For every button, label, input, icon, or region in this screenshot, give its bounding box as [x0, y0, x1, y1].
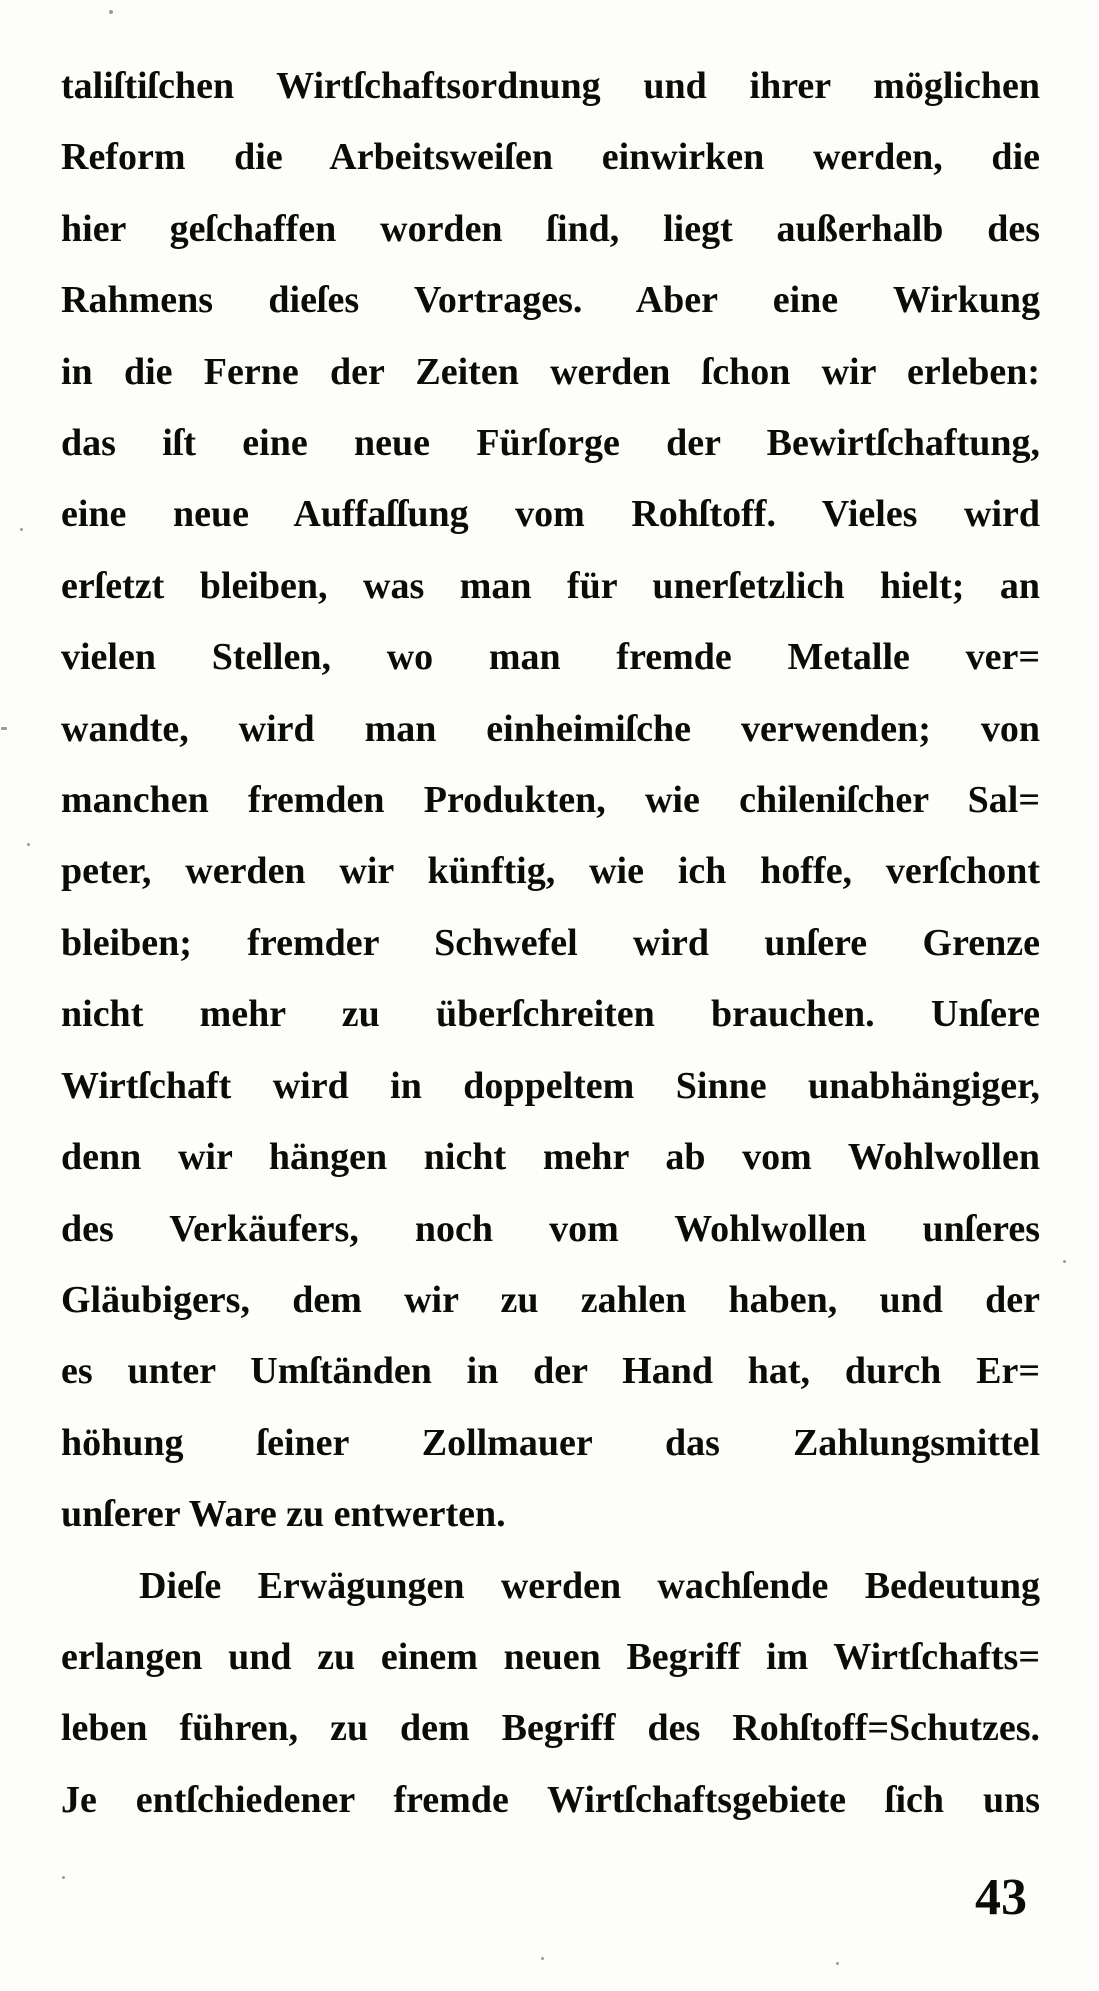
text-line: Dieſe Erwägungen werden wachſende Bedeutung	[139, 1564, 1040, 1607]
scan-speck	[541, 1957, 544, 1960]
body-text	[61, 51, 1040, 1836]
scan-speck	[1063, 1260, 1066, 1263]
text-line: höhung ſeiner Zollmauer das Zahlungsmittel	[61, 1421, 1040, 1464]
text-line: peter, werden wir künftig, wie ich hoffe, verſchont	[61, 850, 1040, 893]
text-line: hier geſchaffen worden ſind, liegt außerhalb des	[61, 207, 1040, 250]
paragraph-2	[61, 1551, 1040, 1837]
scan-speck	[109, 10, 113, 14]
page-number: 43	[975, 1869, 1027, 1926]
scan-speck	[62, 1876, 65, 1879]
text-line: wandte, wird man einheimiſche verwenden; von	[61, 707, 1040, 750]
scan-speck	[20, 528, 23, 531]
scan-speck	[27, 843, 30, 846]
scan-speck	[1, 727, 7, 730]
text-line: erſetzt bleiben, was man für unerſetzlich hielt; an	[61, 564, 1040, 607]
text-line: Gläubigers, dem wir zu zahlen haben, und der	[61, 1278, 1040, 1321]
text-line: denn wir hängen nicht mehr ab vom Wohlwollen	[61, 1136, 1040, 1179]
text-line: manchen fremden Produkten, wie chileniſcher Sal=	[61, 779, 1040, 822]
paragraph-1	[61, 51, 1040, 1551]
scan-speck	[836, 1962, 839, 1965]
text-line: Wirtſchaft wird in doppeltem Sinne unabhängiger,	[61, 1064, 1040, 1107]
text-line: erlangen und zu einem neuen Begriff im Wirtſchafts=	[61, 1635, 1040, 1678]
text-line: des Verkäufers, noch vom Wohlwollen unſeres	[61, 1207, 1040, 1250]
text-line: bleiben; fremder Schwefel wird unſere Grenze	[61, 921, 1040, 964]
text-line: leben führen, zu dem Begriff des Rohſtoff=Schutzes.	[61, 1707, 1040, 1750]
text-line: Reform die Arbeitsweiſen einwirken werden, die	[61, 136, 1040, 179]
text-line: eine neue Auffaſſung vom Rohſtoff. Vieles wird	[61, 493, 1040, 536]
text-line: in die Ferne der Zeiten werden ſchon wir erleben:	[61, 350, 1040, 393]
text-line: unſerer Ware zu entwerten.	[61, 1493, 506, 1536]
text-line: vielen Stellen, wo man fremde Metalle ver=	[61, 636, 1040, 679]
text-line: Rahmens dieſes Vortrages. Aber eine Wirkung	[61, 279, 1040, 322]
text-line: es unter Umſtänden in der Hand hat, durch Er=	[61, 1350, 1040, 1393]
text-line: das iſt eine neue Fürſorge der Bewirtſchaftung,	[61, 422, 1040, 465]
text-line: Je entſchiedener fremde Wirtſchaftsgebiete ſich uns	[61, 1778, 1040, 1821]
text-line: nicht mehr zu überſchreiten brauchen. Unſere	[61, 993, 1040, 1036]
text-line: taliſtiſchen Wirtſchaftsordnung und ihrer möglichen	[61, 65, 1040, 107]
